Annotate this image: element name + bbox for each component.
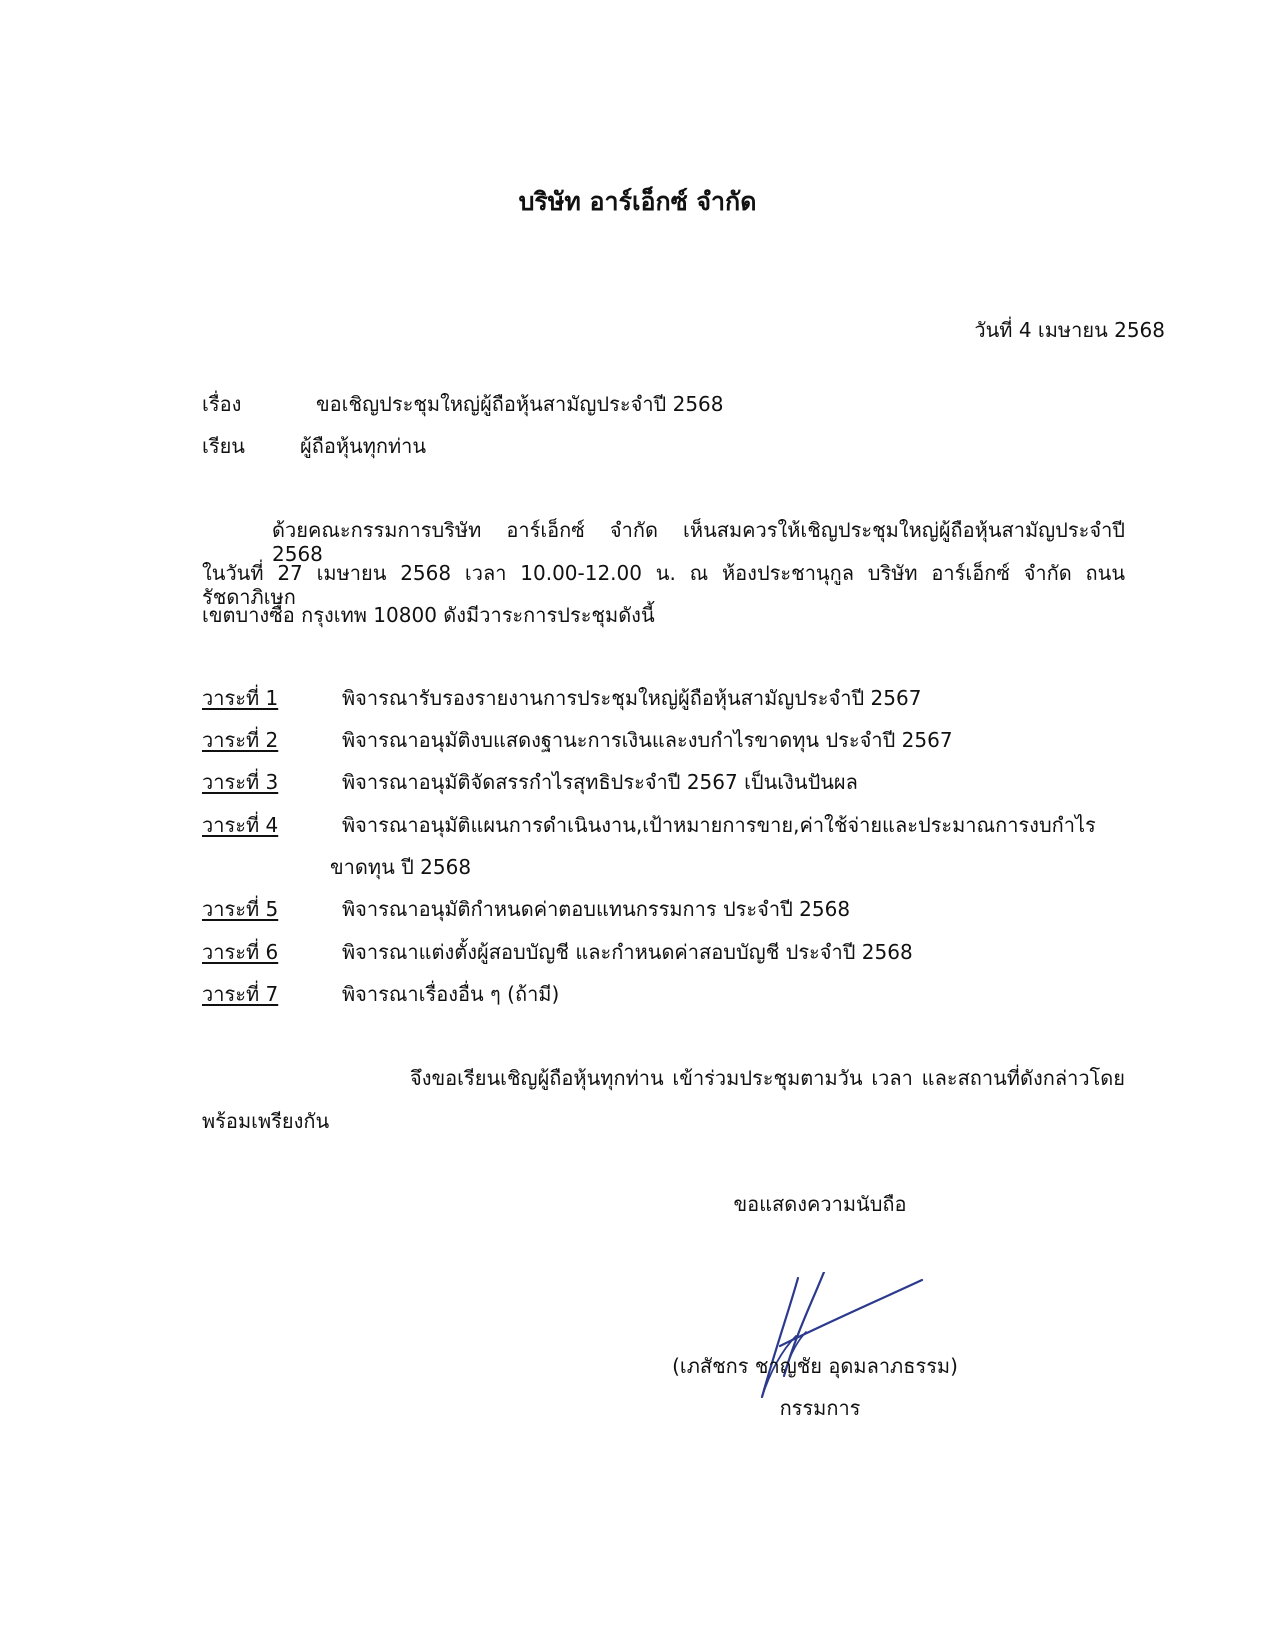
intro-line-3: เขตบางซื่อ กรุงเทพ 10800 ดังมีวาระการประชุมดังนี้ xyxy=(202,603,655,627)
subject-text: ขอเชิญประชุมใหญ่ผู้ถือหุ้นสามัญประจำปี 2568 xyxy=(316,392,724,416)
attention-text: ผู้ถือหุ้นทุกท่าน xyxy=(300,434,427,458)
intro-line-1: ด้วยคณะกรรมการบริษัท อาร์เอ็กซ์ จำกัด เห็นสมควรให้เชิญประชุมใหญ่ผู้ถือหุ้นสามัญประจำปี 2568 xyxy=(272,518,1125,566)
respect-closing: ขอแสดงความนับถือ xyxy=(733,1192,907,1216)
agenda-text-1: พิจารณารับรองรายงานการประชุมใหญ่ผู้ถือหุ้นสามัญประจำปี 2567 xyxy=(342,686,922,710)
agenda-text-7: พิจารณาเรื่องอื่น ๆ (ถ้ามี) xyxy=(342,982,560,1006)
agenda-label-7: วาระที่ 7 xyxy=(202,982,279,1006)
attention-label: เรียน xyxy=(202,434,245,458)
agenda-label-3: วาระที่ 3 xyxy=(202,770,279,794)
agenda-text-3: พิจารณาอนุมัติจัดสรรกำไรสุทธิประจำปี 2567 เป็นเงินปันผล xyxy=(342,770,858,794)
signature-stroke-5 xyxy=(780,1280,922,1346)
agenda-label-2: วาระที่ 2 xyxy=(202,728,279,752)
agenda-text-2: พิจารณาอนุมัติงบแสดงฐานะการเงินและงบกำไรขาดทุน ประจำปี 2567 xyxy=(342,728,953,752)
agenda-label-1: วาระที่ 1 xyxy=(202,686,279,710)
agenda-text-5: พิจารณาอนุมัติกำหนดค่าตอบแทนกรรมการ ประจำปี 2568 xyxy=(342,897,851,921)
subject-label: เรื่อง xyxy=(202,392,242,416)
agenda-label-4: วาระที่ 4 xyxy=(202,813,279,837)
signer-name: (เภสัชกร ชาญชัย อุดมลาภธรรม) xyxy=(672,1354,958,1378)
handwritten-signature xyxy=(740,1272,930,1412)
agenda-text-4: พิจารณาอนุมัติแผนการดำเนินงาน,เป้าหมายการขาย,ค่าใช้จ่ายและประมาณการงบกำไร xyxy=(342,813,1096,837)
agenda-text-4-continuation: ขาดทุน ปี 2568 xyxy=(330,855,472,879)
closing-line-1: จึงขอเรียนเชิญผู้ถือหุ้นทุกท่าน เข้าร่วมประชุมตามวัน เวลา และสถานที่ดังกล่าวโดย xyxy=(410,1066,1125,1090)
signer-position: กรรมการ xyxy=(779,1396,861,1420)
intro-line-2: ในวันที่ 27 เมษายน 2568 เวลา 10.00-12.00 น. ณ ห้องประชานุกูล บริษัท อาร์เอ็กซ์ จำกัด ถนนรัชดาภิเษก xyxy=(202,561,1125,609)
company-name-heading: บริษัท อาร์เอ็กซ์ จำกัด xyxy=(518,187,757,216)
letter-date: วันที่ 4 เมษายน 2568 xyxy=(974,318,1165,342)
agenda-text-6: พิจารณาแต่งตั้งผู้สอบบัญชี และกำหนดค่าสอบบัญชี ประจำปี 2568 xyxy=(342,940,913,964)
closing-line-2: พร้อมเพรียงกัน xyxy=(202,1109,330,1133)
agenda-label-5: วาระที่ 5 xyxy=(202,897,279,921)
signature-stroke-1 xyxy=(762,1278,798,1397)
agenda-label-6: วาระที่ 6 xyxy=(202,940,279,964)
